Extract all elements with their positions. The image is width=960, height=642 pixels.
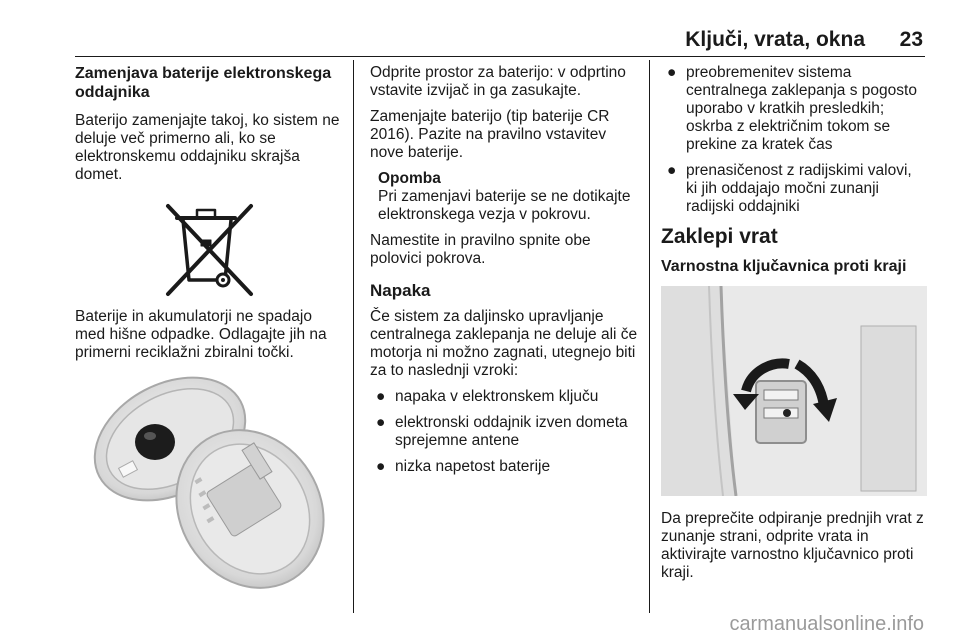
paragraph-anti-theft-instructions: Da preprečite odpiranje prednjih vrat z zunanje strani, odprite vrata in aktivirajte varnostno ključavnico proti kraji. [661,510,924,581]
list-item: ● elektronski oddajnik izven dometa sprejemne antene [376,414,628,449]
fault-causes-list-continued [661,64,927,216]
section-heading-door-locks: Zaklepi vrat [661,225,778,248]
paragraph-close-cover: Namestite in pravilno spnite obe polovici pokrova. [370,232,591,267]
note-text: Pri zamenjavi baterije se ne dotikajte elektronskega vezja v pokrovu. [378,188,631,223]
bullet-icon: ● [376,458,386,475]
list-item: ● preobremenitev sistema centralnega zaklepanja s pogosto uporabo v kratkih presledkih; oskrba z električnim tokom se prekine za kratek čas [667,64,917,153]
note-title: Opomba [378,170,441,187]
paragraph-open-battery: Odprite prostor za baterijo: v odprtino vstavite izvijač in ga zasukajte. [370,64,626,99]
note-box [370,170,638,224]
paragraph-fault-causes: Če sistem za daljinsko upravljanje centralnega zaklepanja ne deluje ali če motorja ni možno zagnati, utegnejo biti za to naslednji vzroki: [370,308,638,379]
subsection-heading-anti-theft-lock: Varnostna ključavnica proti kraji [661,258,907,275]
paragraph-battery-intro: Baterijo zamenjajte takoj, ko sistem ne deluje več primerno ali, ko se elektronskemu oddajniku skrajša domet. [75,112,340,183]
section-heading-battery: Zamenjava baterije elektronskega oddajnika [75,65,332,101]
section-heading-fault: Napaka [370,281,431,300]
paragraph-battery-disposal: Baterije in akumulatorji ne spadajo med hišne odpadke. Odlagajte jih na primerni reciklažni zbiralni točki. [75,308,327,361]
column-1 [75,64,343,594]
column-2 [370,64,638,484]
paragraph-replace-battery: Zamenjajte baterijo (tip baterije CR 2016). Pazite na pravilno vstavitev nove baterije. [370,108,610,161]
list-item: ● prenasičenost z radijskimi valovi, ki jih oddajajo močni zunanji radijski oddajniki [667,162,912,215]
list-item: ● nizka napetost baterije [376,458,551,475]
column-divider-2 [649,60,650,613]
bullet-icon: ● [667,64,677,81]
bullet-icon: ● [376,414,386,431]
column-divider-1 [353,60,354,613]
column-3 [661,64,927,590]
fault-causes-list [370,388,638,476]
crossed-out-wheelie-bin-icon [75,190,343,300]
header-rule [75,56,925,57]
bullet-icon: ● [376,388,386,405]
watermark: carmanualsonline.info [729,613,924,635]
door-lock-illustration [661,286,927,496]
list-item: ● napaka v elektronskem ključu [376,388,599,405]
key-fob-opened-illustration [75,374,343,594]
header-title: Ključi, vrata, okna [685,28,865,51]
bullet-icon: ● [667,162,677,179]
page-number: 23 [899,28,923,51]
